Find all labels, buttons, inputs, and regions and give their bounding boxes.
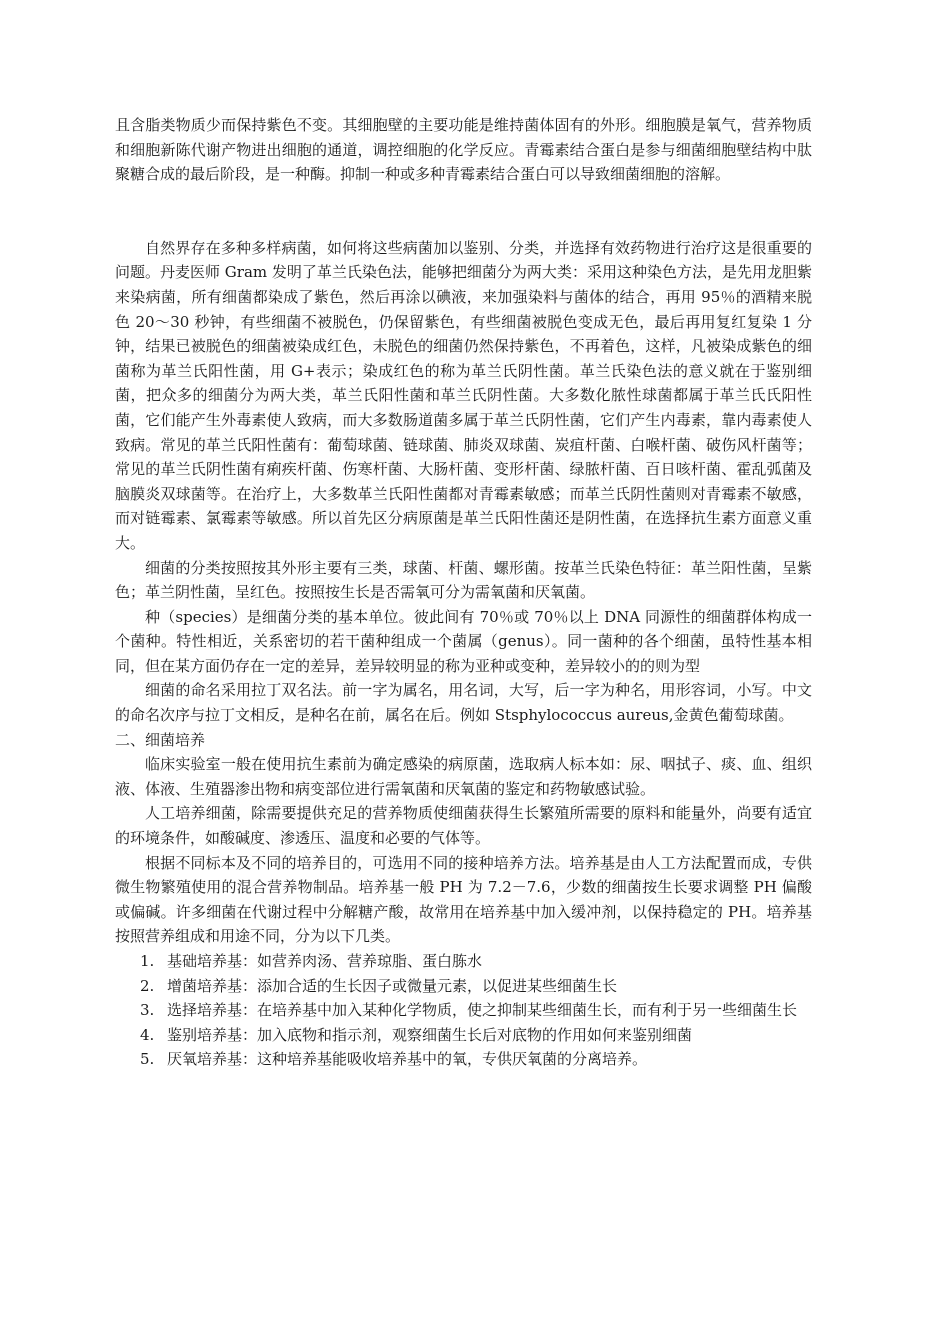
classification-paragraph: 细菌的分类按照按其外形主要有三类，球菌、杆菌、螺形菌。按革兰氏染色特征：革兰阳性菌，呈紫色；革兰阴性菌，呈红色。按照按生长是否需氧可分为需氧菌和厌氧菌。 <box>115 558 812 602</box>
clinical-lab-paragraph: 临床实验室一般在使用抗生素前为确定感染的病原菌，选取病人标本如：尿、咽拭子、痰、血、组织液、体液、生殖器渗出物和病变部位进行需氧菌和厌氧菌的鉴定和药物敏感试验。 <box>115 755 812 798</box>
list-item-number: 3. <box>140 1001 155 1020</box>
naming-paragraph: 细菌的命名采用拉丁双名法。前一字为属名，用名词，大写，后一字为种名，用形容词，小写。中文的命名次序与拉丁文相反，是种名在前，属名在后。例如 Stsphylococcus aureus,金黄色葡萄球菌。 <box>115 681 812 725</box>
list-item-text: 鉴别培养基：加入底物和指示剂，观察细菌生长后对底物的作用如何来鉴别细菌 <box>167 1025 693 1044</box>
list-item-text: 厌氧培养基：这种培养基能吸收培养基中的氧，专供厌氧菌的分离培养。 <box>167 1050 648 1069</box>
cell-wall-paragraph: 且含脂类物质少而保持紫色不变。其细胞壁的主要功能是维持菌体固有的外形。细胞膜是氧气，营养物质和细胞新陈代谢产物进出细胞的通道，调控细胞的化学反应。青霉素结合蛋白是参与细菌细胞壁结构中肽聚糖合成的最后阶段，是一种酶。抑制一种或多种青霉素结合蛋白可以导致细菌细胞的溶解。 <box>115 116 812 184</box>
list-item-number: 2. <box>140 976 155 995</box>
list-item <box>115 974 812 999</box>
list-item-number: 5. <box>140 1050 155 1069</box>
list-item-text: 选择培养基：在培养基中加入某种化学物质，使之抑制某些细菌生长，而有利于另一些细菌生长 <box>167 1001 798 1020</box>
species-paragraph: 种（species）是细菌分类的基本单位。彼此间有 70％或 70％以上 DNA 同源性的细菌群体构成一个菌种。特性相近，关系密切的若干菌种组成一个菌属（genus）。同一菌种的各个细菌，虽特性基本相同，但在某方面仍存在一定的差异，差异较明显的称为亚种或变种，差异较小的的则为型 <box>115 607 812 675</box>
section-heading: 二、细菌培养 <box>115 730 206 749</box>
list-item-text: 基础培养基：如营养肉汤、营养琼脂、蛋白胨水 <box>167 952 483 970</box>
list-item-number: 1. <box>140 952 155 970</box>
list-item <box>115 1023 812 1048</box>
list-item-number: 4. <box>140 1025 155 1044</box>
list-item <box>115 949 812 974</box>
document-page <box>115 113 812 1072</box>
gram-stain-paragraph: 自然界存在多种多样病菌，如何将这些病菌加以鉴别、分类，并选择有效药物进行治疗这是很重要的问题。丹麦医师 Gram 发明了革兰氏染色法，能够把细菌分为两大类：采用这种染色方法，是先用龙胆紫来染病菌，所有细菌都染成了紫色，然后再涂以碘液，来加强染料与菌体的结合，再用 95％的酒精来脱色 20～30 秒钟，有些细菌不被脱色，仍保留紫色，有些细菌被脱色变成无色，最后再用复红复染 1 分钟，结果已被脱色的细菌被染成红色，未脱色的细菌仍然保持紫色，不再着色，这样，凡被染成紫色的细菌称为革兰氏阳性菌，用 G+表示；染成红色的称为革兰氏阴性菌。革兰氏染色法的意义就在于鉴别细菌，把众多的细菌分为两大类，革兰氏阳性菌和革兰氏阴性菌。大多数化脓性球菌都属于革兰氏氏阳性菌，它们能产生外毒素使人致病，而大多数肠道菌多属于革兰氏阴性菌，它们产生内毒素，靠内毒素使人致病。常见的革兰氏阳性菌有：葡萄球菌、链球菌、肺炎双球菌、炭疽杆菌、白喉杆菌、破伤风杆菌等；常见的革兰氏阴性菌有痢疾杆菌、伤寒杆菌、大肠杆菌、变形杆菌、绿脓杆菌、百日咳杆菌、霍乱弧菌及脑膜炎双球菌等。在治疗上，大多数革兰氏阳性菌都对青霉素敏感；而革兰氏阴性菌则对青霉素不敏感，而对链霉素、氯霉素等敏感。所以首先区分病原菌是革兰氏阳性菌还是阴性菌，在选择抗生素方面意义重大。 <box>115 238 812 552</box>
paragraph-gap <box>115 187 812 236</box>
media-type-list <box>115 949 812 1072</box>
list-item <box>115 1047 812 1072</box>
culture-media-paragraph: 根据不同标本及不同的培养目的，可选用不同的接种培养方法。培养基是由人工方法配置而成，专供微生物繁殖使用的混合营养物制品。培养基一般 PH 为 7.2－7.6，少数的细菌按生长要求调整 PH 偏酸或偏碱。许多细菌在代谢过程中分解糖产酸，故常用在培养基中加入缓冲剂，以保持稳定的 PH。培养基按照营养组成和用途不同，分为以下几类。 <box>115 853 812 946</box>
list-item <box>115 998 812 1023</box>
artificial-culture-paragraph: 人工培养细菌，除需要提供充足的营养物质使细菌获得生长繁殖所需要的原料和能量外，尚要有适宜的环境条件，如酸碱度、渗透压、温度和必要的气体等。 <box>115 804 812 848</box>
list-item-text: 增菌培养基：添加合适的生长因子或微量元素，以促进某些细菌生长 <box>167 976 618 995</box>
